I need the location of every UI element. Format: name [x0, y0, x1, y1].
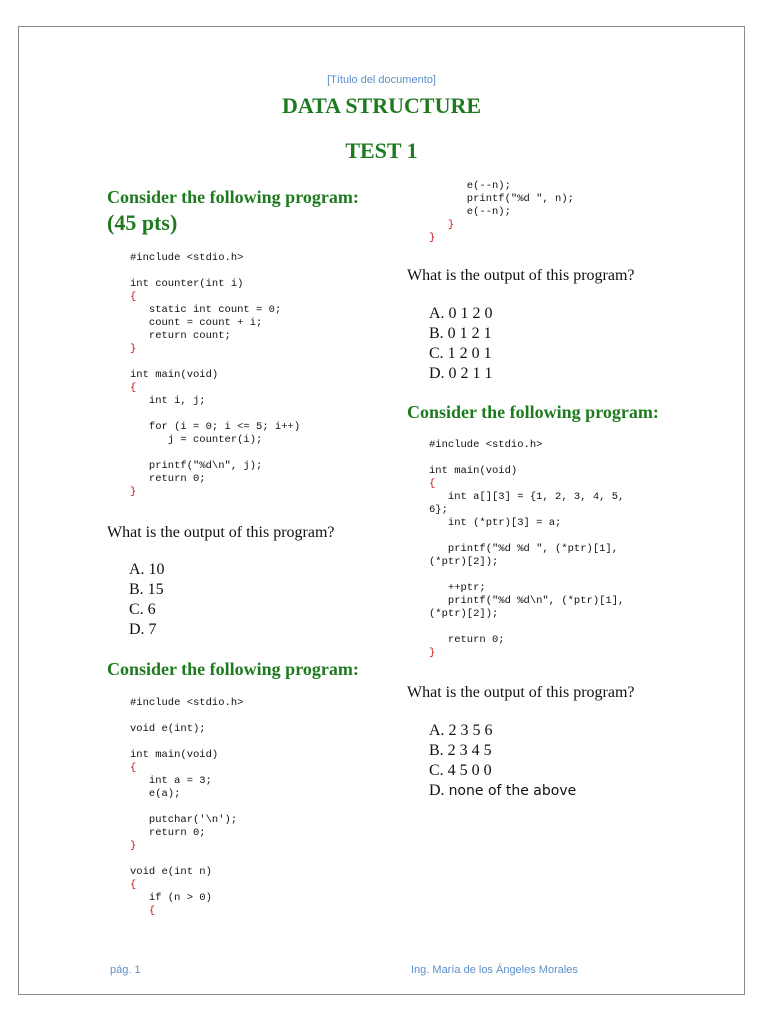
q2-code-line: } [130, 840, 137, 852]
q3-code-line: printf("%d %d\n", (*ptr)[1], [429, 595, 625, 607]
q2-code-line: printf("%d ", n); [429, 193, 574, 205]
document-header: [Título del documento] [327, 74, 436, 86]
q3-code-line [429, 530, 719, 543]
q1-code-line: { [130, 382, 137, 394]
q1-options [129, 560, 329, 640]
q2-code-line: putchar('\n'); [130, 814, 238, 826]
footer-page-number: pág. 1 [110, 964, 141, 976]
q1-code-line: int counter(int i) [130, 278, 244, 290]
q1-code [130, 252, 400, 499]
q3-code-line [429, 621, 719, 634]
q1-question: What is the output of this program? [107, 524, 335, 541]
q2-code-line: { [130, 905, 156, 917]
q2-option-a: A. 0 1 2 0 [429, 305, 493, 322]
q3-code [429, 439, 719, 660]
q3-code-line: 6}; [429, 504, 448, 516]
q3-code-line: int (*ptr)[3] = a; [429, 517, 562, 529]
q3-options [429, 721, 679, 801]
q3-option-a: A. 2 3 5 6 [429, 722, 493, 739]
q2-question: What is the output of this program? [407, 267, 635, 284]
q1-option-d: D. 7 [129, 621, 157, 638]
q3-code-line: return 0; [429, 634, 505, 646]
q2-code-right [429, 180, 719, 245]
q1-code-line: printf("%d\n", j); [130, 460, 263, 472]
page-subtitle: TEST 1 [345, 138, 418, 163]
q2-code-line: if (n > 0) [130, 892, 212, 904]
q3-code-line [429, 569, 719, 582]
q1-code-line [130, 447, 400, 460]
q3-option-d-letter: D. [429, 782, 445, 799]
q1-code-line: #include <stdio.h> [130, 252, 244, 264]
q3-code-line: int a[][3] = {1, 2, 3, 4, 5, [429, 491, 625, 503]
q2-code-line: return 0; [130, 827, 206, 839]
q2-code-left-block [130, 697, 400, 918]
q1-question-wrap [107, 524, 387, 542]
q1-code-line: } [130, 343, 137, 355]
q2-code-line: } [429, 232, 436, 244]
q2-code-line: } [429, 219, 455, 231]
q2-code-line: { [130, 879, 137, 891]
q1-code-line: for (i = 0; i <= 5; i++) [130, 421, 301, 433]
q3-question: What is the output of this program? [407, 684, 635, 701]
q2-code-left [130, 697, 400, 918]
q3-code-line: { [429, 478, 436, 490]
q1-code-line: { [130, 291, 137, 303]
q2-code-line: int a = 3; [130, 775, 212, 787]
q2-option-b: B. 0 1 2 1 [429, 325, 492, 342]
q3-code-line: #include <stdio.h> [429, 439, 543, 451]
q1-code-line: return count; [130, 330, 231, 342]
q1-code-line: j = counter(i); [130, 434, 263, 446]
q3-option-c: C. 4 5 0 0 [429, 762, 492, 779]
q3-code-line: (*ptr)[2]); [429, 556, 499, 568]
q2-code-line: e(a); [130, 788, 181, 800]
q3-heading: Consider the following program: [407, 402, 659, 422]
q3-option-d [429, 781, 679, 801]
q3-option-d-text: none of the above [448, 783, 577, 799]
q1-code-line [130, 356, 400, 369]
q1-option-c: C. 6 [129, 601, 156, 618]
q1-points: (45 pts) [107, 210, 178, 235]
q2-question-wrap [407, 267, 707, 285]
q2-code-line [130, 853, 400, 866]
q1-code-line: static int count = 0; [130, 304, 282, 316]
q2-code-line: #include <stdio.h> [130, 697, 244, 709]
q2-code-line: e(--n); [429, 180, 511, 192]
q3-code-line: printf("%d %d ", (*ptr)[1], [429, 543, 619, 555]
question-1 [107, 187, 387, 236]
q2-option-c: C. 1 2 0 1 [429, 345, 492, 362]
q2-options [429, 304, 629, 384]
q3-code-block [429, 439, 719, 660]
q1-heading: Consider the following program: [107, 187, 359, 207]
q2-code-line [130, 736, 400, 749]
q1-option-b: B. 15 [129, 581, 164, 598]
q3-code-line [429, 452, 719, 465]
question-3 [407, 402, 707, 423]
q1-code-line [130, 265, 400, 278]
q3-code-line: ++ptr; [429, 582, 486, 594]
q2-code-line [130, 710, 400, 723]
q1-code-line: } [130, 486, 137, 498]
question-2 [107, 659, 387, 680]
q2-code-right-block [429, 180, 719, 245]
q2-code-line [130, 801, 400, 814]
document-page [18, 26, 745, 995]
q1-code-line: count = count + i; [130, 317, 263, 329]
footer-author: Ing. María de los Ángeles Morales [411, 964, 578, 976]
q2-code-line: void e(int); [130, 723, 206, 735]
q1-code-line: return 0; [130, 473, 206, 485]
q1-code-line [130, 408, 400, 421]
q2-code-line: void e(int n) [130, 866, 212, 878]
q3-option-b: B. 2 3 4 5 [429, 742, 492, 759]
q2-code-line: { [130, 762, 137, 774]
q2-code-line: int main(void) [130, 749, 219, 761]
q2-option-d: D. 0 2 1 1 [429, 365, 493, 382]
q2-heading: Consider the following program: [107, 659, 359, 679]
q2-code-line: e(--n); [429, 206, 511, 218]
q3-code-line: } [429, 647, 436, 659]
q1-option-a: A. 10 [129, 561, 165, 578]
q3-code-line: (*ptr)[2]); [429, 608, 499, 620]
q1-code-line: int i, j; [130, 395, 206, 407]
q1-code-line: int main(void) [130, 369, 219, 381]
page-title: DATA STRUCTURE [281, 93, 482, 118]
q3-question-wrap [407, 684, 707, 702]
q3-code-line: int main(void) [429, 465, 518, 477]
q1-code-block [130, 252, 400, 499]
